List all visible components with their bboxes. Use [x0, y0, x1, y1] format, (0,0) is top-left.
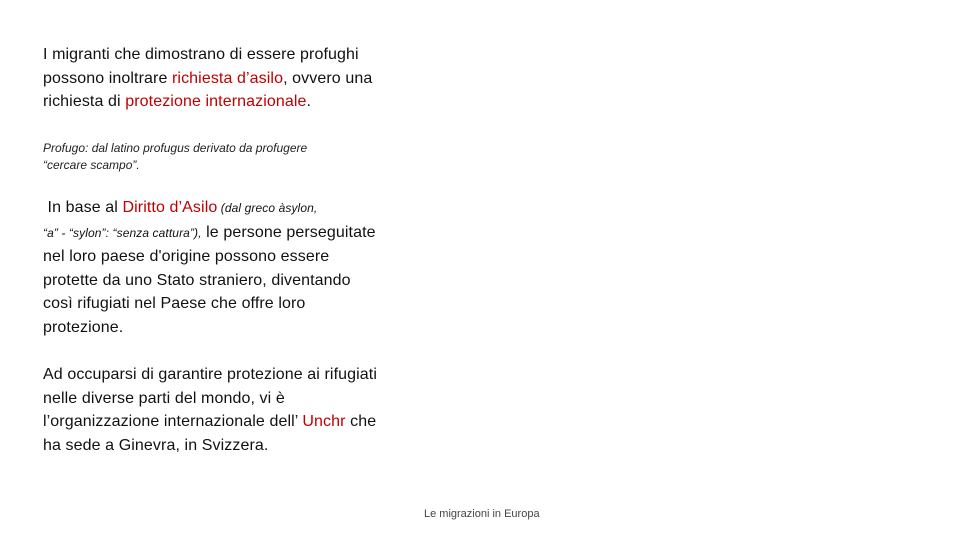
unchr-highlight: Unchr — [302, 413, 346, 430]
paragraph-2-text-b: le persone perseguitate nel loro paese d'origine possono essere protette da uno Stato straniero, diventando così rifugiati nel Paese che offre loro protezione. — [43, 223, 376, 336]
paragraph-2-text-a: In base al — [47, 199, 123, 216]
paragraph-asylum-request — [43, 43, 383, 114]
paragraph-1-text-a: I migranti che dimostrano di essere profughi possono inoltrare — [43, 46, 359, 87]
etymology-note — [43, 140, 383, 174]
paragraph-unhcr — [43, 363, 383, 457]
greek-etymology-note-2: “a” - “sylon”: “senza cattura”), — [43, 225, 202, 240]
paragraph-1-text-b: , ovvero una richiesta di — [43, 69, 373, 110]
asylum-right-highlight: Diritto d’Asilo — [122, 199, 218, 216]
paragraph-asylum-right — [43, 196, 383, 339]
etymology-line-2: “cercare scampo”. — [43, 158, 140, 172]
asylum-request-highlight: richiesta d’asilo — [172, 69, 284, 87]
paragraph-3-text-a: Ad occuparsi di garantire protezione ai rifugiati nelle diverse parti del mondo, vi è l’organizzazione internazionale dell’ — [43, 366, 377, 430]
paragraph-1-text-c: . — [306, 93, 312, 110]
slide-footer: Le migrazioni in Europa — [424, 508, 540, 520]
etymology-line-1: Profugo: dal latino profugus derivato da profugere — [43, 141, 308, 155]
greek-etymology-note-1: (dal greco àsylon, — [217, 201, 318, 215]
international-protection-highlight: protezione internazionale — [125, 93, 307, 110]
paragraph-3-text-b: che ha sede a Ginevra, in Svizzera. — [43, 413, 377, 454]
